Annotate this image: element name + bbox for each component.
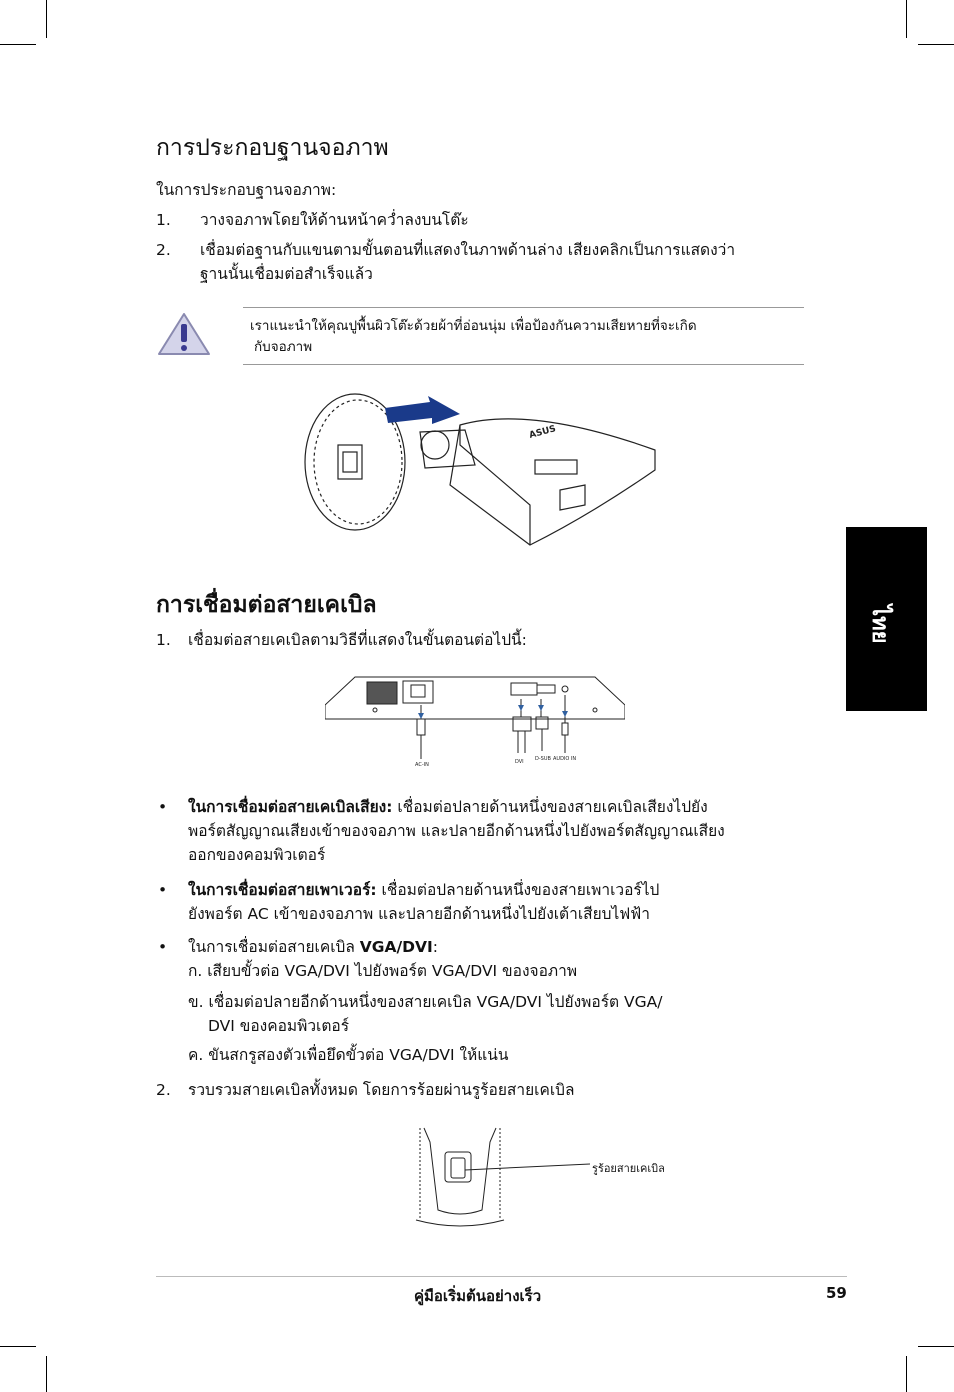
note-rule-top [243, 307, 804, 308]
step-number: 2. [156, 1081, 171, 1099]
page-number: 59 [826, 1284, 847, 1302]
ac-in-label: AC-IN [415, 762, 429, 768]
brand-logo: ASUS [528, 424, 558, 441]
step-number: 1. [156, 631, 171, 649]
crop-mark [46, 1356, 47, 1392]
step-text: ฐานนั้นเชื่อมต่อสำเร็จแล้ว [200, 265, 373, 283]
stand-assembly-illustration [300, 390, 665, 550]
crop-mark [0, 1346, 36, 1347]
step-text: เชื่อมต่อสายเคเบิลตามวิธีที่แสดงในขั้นตอนต่อไปนี้: [188, 631, 527, 649]
bullet-text: พอร์ตสัญญาณเสียงเข้าของจอภาพ และปลายอีกด้านหนึ่งไปยังพอร์ตสัญญาณเสียง [188, 822, 725, 840]
bullet-icon: • [158, 798, 168, 816]
footer-title: คู่มือเริ่มต้นอย่างเร็ว [414, 1287, 542, 1305]
step-number: 2. [156, 241, 171, 259]
audio-in-label: AUDIO IN [553, 756, 577, 762]
cable-connection-illustration [325, 673, 625, 773]
bullet-vga: ในการเชื่อมต่อสายเคเบิล VGA/DVI: [188, 938, 439, 956]
sub-step: ข. เชื่อมต่อปลายอีกด้านหนึ่งของสายเคเบิล VGA/DVI ไปยังพอร์ต VGA/ [188, 993, 663, 1011]
step-number: 1. [156, 211, 171, 229]
bullet-power: ในการเชื่อมต่อสายเพาเวอร์: เชื่อมต่อปลายด้านหนึ่งของสายเพาเวอร์ไป [188, 881, 660, 899]
bullet-text: ออกของคอมพิวเตอร์ [188, 846, 326, 864]
bullet-icon: • [158, 938, 168, 956]
warning-icon [155, 310, 213, 358]
sub-step: ค. ขันสกรูสองตัวเพื่อยึดขั้วต่อ VGA/DVI ให้แน่น [188, 1046, 509, 1064]
bullet-icon: • [158, 881, 168, 899]
step-text: รวบรวมสายเคเบิลทั้งหมด โดยการร้อยผ่านรูร้อยสายเคเบิล [188, 1081, 575, 1099]
sub-step: DVI ของคอมพิวเตอร์ [208, 1017, 350, 1035]
footer-rule [156, 1276, 847, 1277]
language-side-tab [846, 527, 927, 711]
cable-hole-callout: รูร้อยสายเคเบิล [592, 1162, 665, 1175]
section-title-cables: การเชื่อมต่อสายเคเบิล [156, 592, 377, 618]
side-tab-label: ไทย [867, 605, 892, 644]
stand-intro: ในการประกอบฐานจอภาพ: [156, 181, 337, 199]
dvi-port [511, 683, 537, 695]
note-text: เราแนะนำให้คุณปูพื้นผิวโต๊ะด้วยผ้าที่อ่อนนุ่ม เพื่อป้องกันความเสียหายที่จะเกิด [250, 318, 697, 334]
bullet-text: ยังพอร์ต AC เข้าของจอภาพ และปลายอีกด้านหนึ่งไปยังเต้าเสียบไฟฟ้า [188, 905, 650, 923]
crop-mark [0, 44, 36, 45]
step-text: วางจอภาพโดยให้ด้านหน้าคว่ำลงบนโต๊ะ [200, 211, 469, 229]
note-rule-bottom [243, 364, 804, 365]
step-text: เชื่อมต่อฐานกับแขนตามขั้นตอนที่แสดงในภาพด้านล่าง เสียงคลิกเป็นการแสดงว่า [200, 241, 736, 259]
arrow-icon [385, 396, 460, 424]
note-text: กับจอภาพ [254, 339, 313, 355]
callout-line [465, 1164, 590, 1170]
ac-port [403, 681, 433, 703]
vent-grille [367, 682, 397, 704]
audio-port [562, 686, 568, 692]
dsub-label: D-SUB [535, 756, 551, 762]
crop-mark [906, 0, 907, 38]
crop-mark [918, 44, 954, 45]
crop-mark [46, 0, 47, 38]
sub-step: ก. เสียบขั้วต่อ VGA/DVI ไปยังพอร์ต VGA/DVI ของจอภาพ [188, 962, 578, 980]
cable-hole-illustration [410, 1120, 590, 1230]
dsub-port [537, 685, 555, 693]
dvi-label: DVI [515, 759, 524, 765]
bullet-audio: ในการเชื่อมต่อสายเคเบิลเสียง: เชื่อมต่อปลายด้านหนึ่งของสายเคเบิลเสียงไปยัง [188, 798, 708, 816]
crop-mark [906, 1356, 907, 1392]
crop-mark [918, 1346, 954, 1347]
section-title-stand: การประกอบฐานจอภาพ [156, 135, 389, 161]
